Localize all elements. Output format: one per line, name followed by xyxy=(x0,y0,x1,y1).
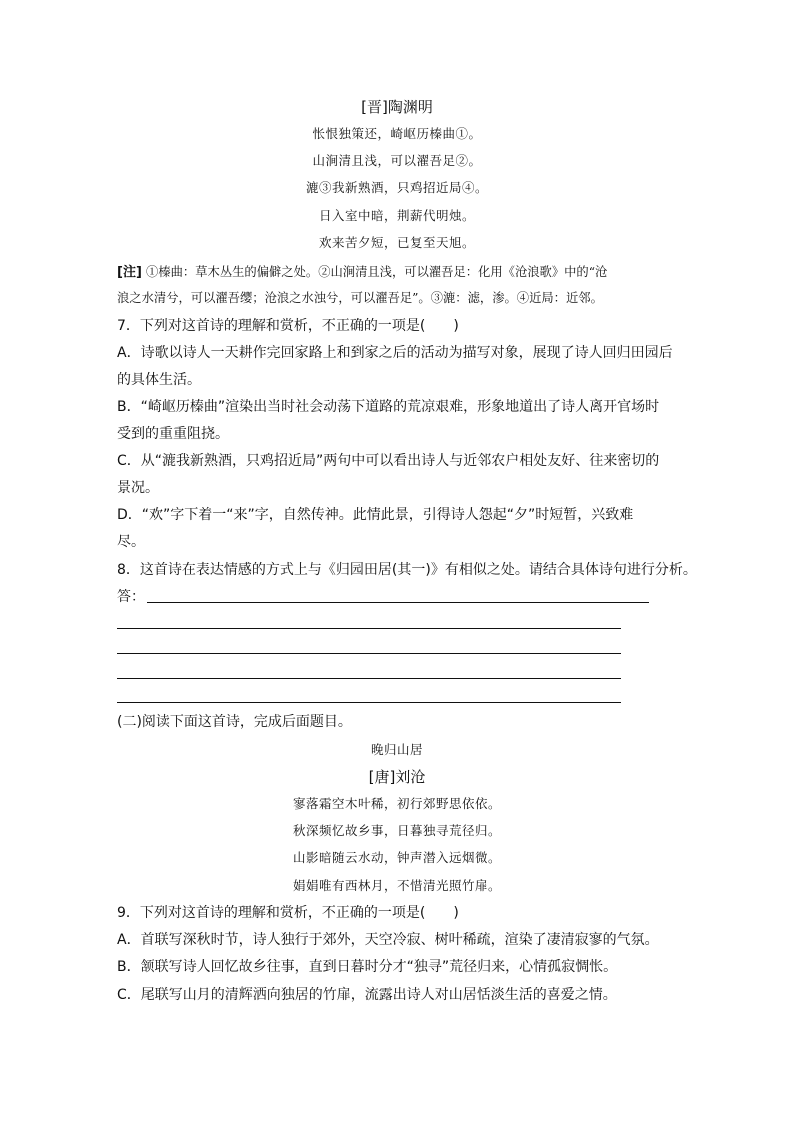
poem1-author: [晋]陶渊明 xyxy=(361,98,433,116)
poem1-line: 日入室中暗，荆薪代明烛。 xyxy=(318,208,475,223)
q7-stem: 7．下列对这首诗的理解和赏析，不正确的一项是( ) xyxy=(117,318,459,334)
q7-option-d-line1: D．“欢”字下着一“来”字，自然传神。此情此景，引得诗人怨起“夕”时短暂，兴致难 xyxy=(117,507,634,523)
poem2-line: 秋深频忆故乡事，日暮独寻荒径归。 xyxy=(292,823,501,838)
answer-line[interactable] xyxy=(147,602,649,603)
q8-answer-label: 答： xyxy=(117,589,145,605)
q7-option-c-line2: 景况。 xyxy=(117,480,159,496)
poem2-title: 晚归山居 xyxy=(370,742,423,757)
answer-line[interactable] xyxy=(117,653,621,654)
q9-option-c: C．尾联写山月的清辉洒向独居的竹扉，流露出诗人对山居恬淡生活的喜爱之情。 xyxy=(117,987,617,1003)
poem2-author: [唐]刘沧 xyxy=(368,768,426,786)
q7-option-b-line2: 受到的重重阻挠。 xyxy=(117,426,229,442)
poem1-line: 漉③我新熟酒，只鸡招近局④。 xyxy=(305,180,488,195)
poem1-line: 山涧清且浅，可以濯吾足②。 xyxy=(312,153,482,168)
answer-line[interactable] xyxy=(117,702,621,703)
answer-line[interactable] xyxy=(117,678,621,679)
q7-option-b-line1: B．“崎岖历榛曲”渲染出当时社会动荡下道路的荒凉艰难，形象地道出了诗人离开官场时 xyxy=(117,399,660,415)
q7-option-d-line2: 尽。 xyxy=(117,534,145,550)
poem2-line: 娟娟唯有西林月，不惜清光照竹扉。 xyxy=(292,878,501,893)
q7-option-a-line2: 的具体生活。 xyxy=(117,372,201,388)
poem2-line: 山影暗随云水动，钟声潜入远烟微。 xyxy=(292,850,501,865)
q7-option-a-line1: A．诗歌以诗人一天耕作完回家路上和到家之后的活动为描写对象，展现了诗人回归田园后 xyxy=(117,345,673,361)
poem2-line: 寥落霜空木叶稀，初行郊野思依依。 xyxy=(292,796,501,811)
answer-line[interactable] xyxy=(117,628,621,629)
q8-stem: 8．这首诗在表达情感的方式上与《归园田居(其一)》有相似之处。请结合具体诗句进行分析。 xyxy=(117,562,697,578)
q7-option-c-line1: C．从“漉我新熟酒，只鸡招近局”两句中可以看出诗人与近邻农户相处友好、往来密切的 xyxy=(117,453,660,469)
note-line-1: ①榛曲：草木丛生的偏僻之处。②山涧清且浅，可以濯吾足：化用《沧浪歌》中的“沧 xyxy=(146,265,608,279)
q9-stem: 9．下列对这首诗的理解和赏析，不正确的一项是( ) xyxy=(117,905,459,921)
poem1-line: 欢来苦夕短，已复至天旭。 xyxy=(318,235,475,250)
q9-option-a: A．首联写深秋时节，诗人独行于郊外，天空冷寂、树叶稀疏，渲染了凄清寂寥的气氛。 xyxy=(117,932,659,948)
note-line-2: 浪之水清兮，可以濯吾缨；沧浪之水浊兮，可以濯吾足”。③漉：滤，渗。④近局：近邻。 xyxy=(117,291,603,305)
section2-instruction: (二)阅读下面这首诗，完成后面题目。 xyxy=(117,714,352,730)
note-label: [注] xyxy=(117,265,142,280)
q9-option-b: B．颔联写诗人回忆故乡往事，直到日暮时分才“独寻”荒径归来，心情孤寂惆怅。 xyxy=(117,959,618,975)
poem1-line: 怅恨独策还，崎岖历榛曲①。 xyxy=(312,126,482,141)
poem1-note xyxy=(117,261,607,280)
